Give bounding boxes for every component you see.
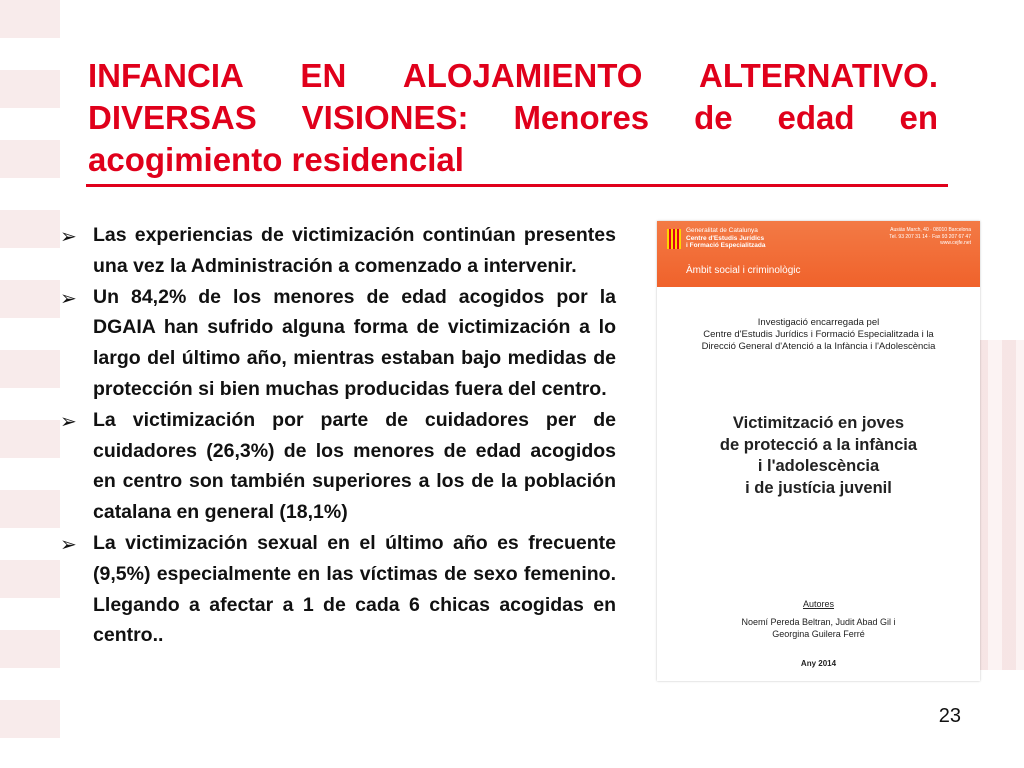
- bullet-item: [60, 282, 616, 405]
- cover-header-band: [657, 221, 980, 287]
- title-underline-divider: [86, 184, 948, 187]
- background-watermark-right: [974, 340, 1024, 670]
- bullet-item: [60, 405, 616, 528]
- generalitat-logo-icon: [667, 229, 681, 249]
- cover-ambit-label: Àmbit social i criminològic: [686, 265, 801, 276]
- bullet-text: Las experiencias de victimización continúan presentes una vez la Administración a comenzado a intervenir.: [93, 224, 616, 277]
- arrow-bullet-icon: ➢: [60, 410, 77, 433]
- bullet-text: Un 84,2% de los menores de edad acogidos por la DGAIA han sufrido alguna forma de victimización a lo largo del último año, mientras estaban bajo medidas de protección si bien muchas producidas fuera del centro.: [93, 285, 616, 400]
- report-cover-image: [657, 221, 980, 681]
- cover-authors-heading: Autores: [802, 599, 835, 609]
- arrow-bullet-icon: ➢: [60, 226, 77, 248]
- background-watermark-left: [0, 0, 60, 768]
- cover-authors: Noemí Pereda Beltran, Judit Abad Gil i Georgina Guilera Ferré: [741, 617, 896, 639]
- arrow-bullet-icon: ➢: [60, 287, 77, 310]
- bullet-text: La victimización por parte de cuidadores per de cuidadores (26,3%) de los menores de edad acogidos en centro son también superiores a los de la población catalana en general (18,1%): [93, 408, 616, 524]
- bullet-item: [60, 220, 616, 282]
- arrow-bullet-icon: ➢: [60, 533, 77, 556]
- slide-title: INFANCIA EN ALOJAMIENTO ALTERNATIVO. DIVERSAS VISIONES: Menores de edad en acogimiento residencial: [88, 57, 938, 178]
- bullet-text: La victimización sexual en el último año es frecuente (9,5%) especialmente en las víctimas de sexo femenino. Llegando a afectar a 1 de cada 6 chicas acogidas en centro..: [93, 531, 616, 647]
- cover-year: Any 2014: [800, 659, 837, 668]
- cover-address: Ausiàs March, 40 · 08010 Barcelona Tel. 93 207 31 14 · Fax 93 207 67 47 www.cejfe.net: [889, 227, 971, 246]
- bullet-list: [60, 220, 616, 651]
- cover-research-credit: Investigació encarregada pel Centre d'Estudis Jurídics i Formació Especialitzada i la Direcció General d'Atenció a la Infància i l'Adolescència: [701, 317, 936, 352]
- cover-organization: Generalitat de Catalunya Centre d'Estudis Jurídics i Formació Especialitzada: [686, 227, 766, 249]
- bullet-item: [60, 528, 616, 651]
- page-number: 23: [938, 705, 961, 727]
- cover-title: Victimització en joves de protecció a la infància i l'adolescència i de justícia juvenil: [719, 414, 918, 497]
